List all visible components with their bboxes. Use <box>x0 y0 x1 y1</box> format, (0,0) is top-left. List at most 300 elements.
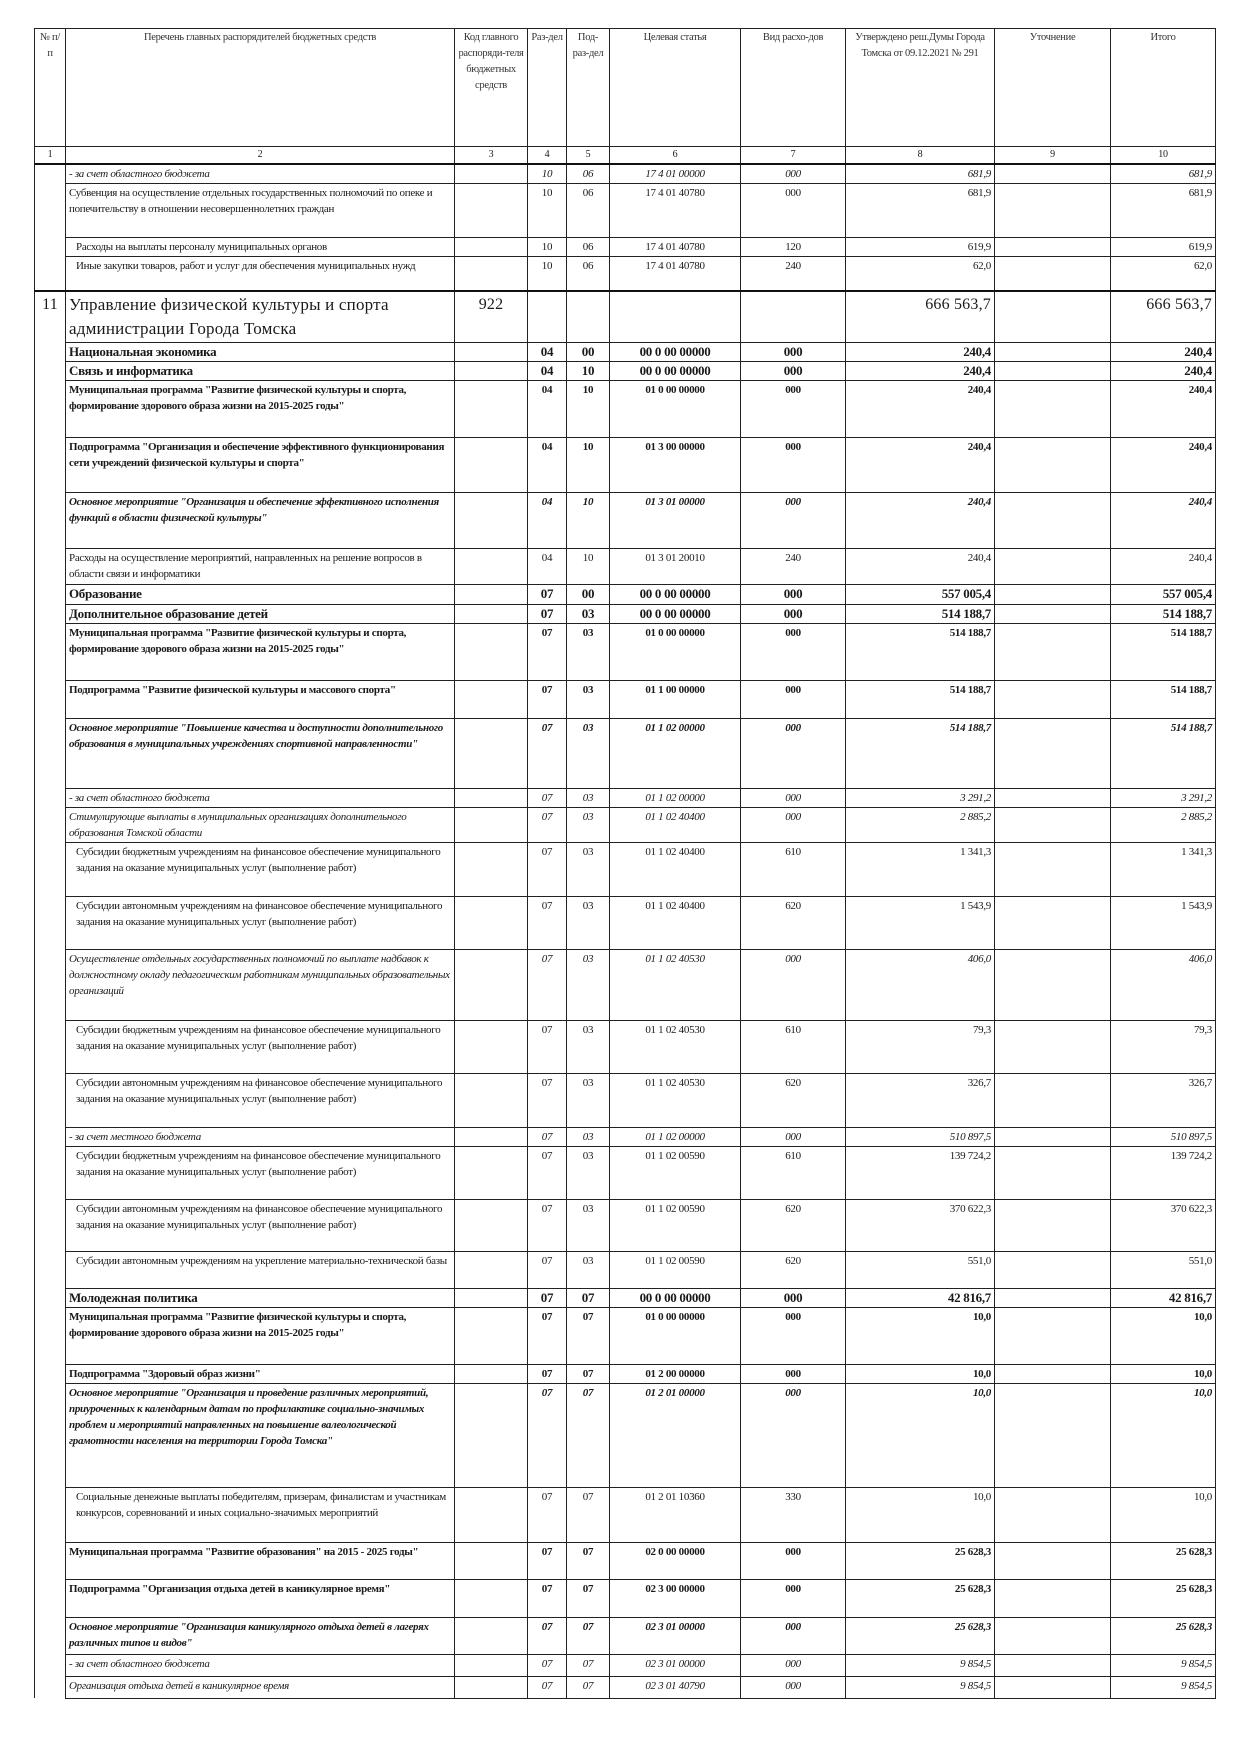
row-number <box>35 788 66 807</box>
table-row <box>35 949 1216 1020</box>
header-number: № п/п <box>35 29 66 147</box>
row-expense-type: 000 <box>741 1383 846 1487</box>
table-row <box>35 1251 1216 1288</box>
header-subsection: Под-раз-дел <box>567 29 610 147</box>
row-approved: 10,0 <box>846 1307 995 1364</box>
row-clarification <box>995 492 1111 548</box>
row-code <box>455 1579 528 1617</box>
row-clarification <box>995 1307 1111 1364</box>
row-total: 9 854,5 <box>1111 1676 1216 1698</box>
row-code <box>455 1542 528 1579</box>
row-target-article: 17 4 01 40780 <box>610 184 741 238</box>
row-section: 07 <box>528 1487 567 1542</box>
row-name: Муниципальная программа "Развитие физической культуры и спорта, формирование здорового образа жизни на 2015-2025 годы" <box>66 380 455 437</box>
row-expense-type: 610 <box>741 1020 846 1073</box>
row-total: 1 341,3 <box>1111 842 1216 896</box>
row-code <box>455 718 528 788</box>
row-expense-type: 000 <box>741 380 846 437</box>
row-section: 07 <box>528 896 567 949</box>
row-number <box>35 1127 66 1146</box>
row-number <box>35 548 66 584</box>
row-approved: 619,9 <box>846 238 995 257</box>
row-subsection: 03 <box>567 680 610 718</box>
row-approved: 514 188,7 <box>846 718 995 788</box>
row-target-article <box>610 291 741 343</box>
row-section: 07 <box>528 1307 567 1364</box>
row-clarification <box>995 807 1111 842</box>
column-number: 10 <box>1111 147 1216 165</box>
row-total: 2 885,2 <box>1111 807 1216 842</box>
table-row <box>35 342 1216 361</box>
row-number <box>35 1676 66 1698</box>
row-clarification <box>995 1676 1111 1698</box>
row-section: 07 <box>528 604 567 623</box>
row-clarification <box>995 257 1111 291</box>
row-name: Субсидии бюджетным учреждениям на финансовое обеспечение муниципального задания на оказание муниципальных услуг (выполнение работ) <box>66 1146 455 1199</box>
row-clarification <box>995 548 1111 584</box>
row-name: Подпрограмма "Развитие физической культуры и массового спорта" <box>66 680 455 718</box>
row-name: Иные закупки товаров, работ и услуг для обеспечения муниципальных нужд <box>66 257 455 291</box>
row-section: 07 <box>528 1199 567 1251</box>
row-section: 07 <box>528 1251 567 1288</box>
row-total: 25 628,3 <box>1111 1579 1216 1617</box>
row-approved: 1 543,9 <box>846 896 995 949</box>
row-name: - за счет областного бюджета <box>66 788 455 807</box>
row-approved: 514 188,7 <box>846 680 995 718</box>
row-total: 1 543,9 <box>1111 896 1216 949</box>
column-number: 7 <box>741 147 846 165</box>
row-clarification <box>995 1199 1111 1251</box>
row-approved: 326,7 <box>846 1073 995 1127</box>
row-subsection: 07 <box>567 1383 610 1487</box>
row-subsection: 07 <box>567 1617 610 1654</box>
row-number <box>35 1307 66 1364</box>
row-target-article: 01 3 01 20010 <box>610 548 741 584</box>
row-target-article: 01 0 00 00000 <box>610 380 741 437</box>
row-target-article: 00 0 00 00000 <box>610 1288 741 1307</box>
row-subsection: 03 <box>567 604 610 623</box>
row-name: Стимулирующие выплаты в муниципальных организациях дополнительного образования Томской области <box>66 807 455 842</box>
table-row <box>35 361 1216 380</box>
row-number: 11 <box>35 291 66 343</box>
header-approved: Утверждено реш.Думы Города Томска от 09.12.2021 № 291 <box>846 29 995 147</box>
row-total: 681,9 <box>1111 184 1216 238</box>
row-approved: 9 854,5 <box>846 1654 995 1676</box>
row-number <box>35 680 66 718</box>
row-number <box>35 623 66 680</box>
row-name: Национальная экономика <box>66 342 455 361</box>
row-approved: 406,0 <box>846 949 995 1020</box>
row-number <box>35 342 66 361</box>
row-name: - за счет местного бюджета <box>66 1127 455 1146</box>
row-target-article: 00 0 00 00000 <box>610 584 741 604</box>
table-row <box>35 680 1216 718</box>
row-expense-type: 000 <box>741 1288 846 1307</box>
row-section: 10 <box>528 257 567 291</box>
row-number <box>35 1073 66 1127</box>
row-target-article: 01 0 00 00000 <box>610 1307 741 1364</box>
row-name: Расходы на осуществление мероприятий, направленных на решение вопросов в области связи и информатики <box>66 548 455 584</box>
row-total: 62,0 <box>1111 257 1216 291</box>
row-section: 07 <box>528 1127 567 1146</box>
row-expense-type: 000 <box>741 1307 846 1364</box>
row-total: 619,9 <box>1111 238 1216 257</box>
row-expense-type: 000 <box>741 1654 846 1676</box>
row-code <box>455 1288 528 1307</box>
row-expense-type: 000 <box>741 623 846 680</box>
row-expense-type: 620 <box>741 1199 846 1251</box>
row-code <box>455 604 528 623</box>
row-number <box>35 1364 66 1383</box>
row-target-article: 01 1 02 40400 <box>610 807 741 842</box>
row-expense-type: 000 <box>741 164 846 184</box>
row-code <box>455 492 528 548</box>
row-clarification <box>995 1251 1111 1288</box>
column-number: 4 <box>528 147 567 165</box>
row-total: 25 628,3 <box>1111 1617 1216 1654</box>
row-section: 07 <box>528 1542 567 1579</box>
row-target-article: 01 1 02 00590 <box>610 1251 741 1288</box>
table-row <box>35 380 1216 437</box>
row-approved: 42 816,7 <box>846 1288 995 1307</box>
row-approved: 139 724,2 <box>846 1146 995 1199</box>
table-row <box>35 1654 1216 1676</box>
row-section: 07 <box>528 718 567 788</box>
row-expense-type: 000 <box>741 1676 846 1698</box>
row-number <box>35 1579 66 1617</box>
row-code <box>455 380 528 437</box>
row-target-article: 01 3 01 00000 <box>610 492 741 548</box>
row-clarification <box>995 1073 1111 1127</box>
row-section <box>528 291 567 343</box>
row-approved: 10,0 <box>846 1383 995 1487</box>
row-number <box>35 257 66 291</box>
row-subsection: 10 <box>567 492 610 548</box>
row-approved: 62,0 <box>846 257 995 291</box>
row-approved: 2 885,2 <box>846 807 995 842</box>
table-row <box>35 1020 1216 1073</box>
column-number: 1 <box>35 147 66 165</box>
row-clarification <box>995 1579 1111 1617</box>
row-expense-type <box>741 291 846 343</box>
row-name: Основное мероприятие "Организация и проведение различных мероприятий, приуроченных к календарным датам по профилактике социально-значимых проблем и мероприятий направленных на повышение валеологической грамотности населения на территории Города Томска" <box>66 1383 455 1487</box>
row-target-article: 01 1 02 40530 <box>610 949 741 1020</box>
row-approved: 514 188,7 <box>846 623 995 680</box>
table-row <box>35 492 1216 548</box>
row-name: Дополнительное образование детей <box>66 604 455 623</box>
row-target-article: 01 1 02 00000 <box>610 718 741 788</box>
row-subsection: 06 <box>567 238 610 257</box>
row-section: 07 <box>528 1617 567 1654</box>
row-total: 551,0 <box>1111 1251 1216 1288</box>
row-clarification <box>995 1146 1111 1199</box>
row-section: 07 <box>528 680 567 718</box>
row-target-article: 01 3 00 00000 <box>610 437 741 492</box>
row-approved: 551,0 <box>846 1251 995 1288</box>
table-row <box>35 164 1216 184</box>
row-target-article: 17 4 01 40780 <box>610 257 741 291</box>
row-code <box>455 257 528 291</box>
row-code <box>455 584 528 604</box>
row-clarification <box>995 291 1111 343</box>
row-clarification <box>995 1020 1111 1073</box>
row-expense-type: 000 <box>741 807 846 842</box>
row-approved: 240,4 <box>846 361 995 380</box>
table-row <box>35 1617 1216 1654</box>
row-subsection: 10 <box>567 361 610 380</box>
table-row <box>35 291 1216 343</box>
row-subsection: 06 <box>567 184 610 238</box>
row-clarification <box>995 680 1111 718</box>
row-approved: 10,0 <box>846 1487 995 1542</box>
row-approved: 240,4 <box>846 548 995 584</box>
row-code <box>455 361 528 380</box>
row-target-article: 01 1 02 40530 <box>610 1073 741 1127</box>
table-row <box>35 1146 1216 1199</box>
row-name: Социальные денежные выплаты победителям, призерам, финалистам и участникам конкурсов, соревнований и иных социально-значимых мероприятий <box>66 1487 455 1542</box>
row-subsection: 10 <box>567 437 610 492</box>
row-name: Подпрограмма "Организация и обеспечение эффективного функционирования сети учреждений физической культуры и спорта" <box>66 437 455 492</box>
row-clarification <box>995 380 1111 437</box>
row-code <box>455 842 528 896</box>
row-clarification <box>995 623 1111 680</box>
header-row <box>35 29 1216 147</box>
row-approved: 25 628,3 <box>846 1579 995 1617</box>
row-name: Осуществление отдельных государственных полномочий по выплате надбавок к должностному окладу педагогическим работникам муниципальных образовательных организаций <box>66 949 455 1020</box>
row-section: 04 <box>528 548 567 584</box>
row-total: 557 005,4 <box>1111 584 1216 604</box>
row-section: 07 <box>528 1146 567 1199</box>
row-subsection: 07 <box>567 1542 610 1579</box>
row-approved: 240,4 <box>846 342 995 361</box>
table-row <box>35 584 1216 604</box>
row-target-article: 17 4 01 40780 <box>610 238 741 257</box>
row-code: 922 <box>455 291 528 343</box>
table-row <box>35 623 1216 680</box>
row-clarification <box>995 1127 1111 1146</box>
row-expense-type: 000 <box>741 718 846 788</box>
header-code: Код главного распоряди-теля бюджетных средств <box>455 29 528 147</box>
row-number <box>35 718 66 788</box>
row-name: Субсидии автономным учреждениям на финансовое обеспечение муниципального задания на оказание муниципальных услуг (выполнение работ) <box>66 1199 455 1251</box>
row-section: 07 <box>528 1654 567 1676</box>
row-expense-type: 240 <box>741 257 846 291</box>
row-number <box>35 896 66 949</box>
row-expense-type: 620 <box>741 896 846 949</box>
row-target-article: 02 3 01 00000 <box>610 1654 741 1676</box>
row-approved: 510 897,5 <box>846 1127 995 1146</box>
row-expense-type: 000 <box>741 361 846 380</box>
column-number: 3 <box>455 147 528 165</box>
row-subsection: 03 <box>567 1020 610 1073</box>
row-section: 07 <box>528 623 567 680</box>
row-name: Управление физической культуры и спорта администрации Города Томска <box>66 291 455 343</box>
row-name: Основное мероприятие "Организация и обеспечение эффективного исполнения функций в области физической культуры" <box>66 492 455 548</box>
table-row <box>35 1364 1216 1383</box>
row-subsection: 03 <box>567 1146 610 1199</box>
row-subsection: 07 <box>567 1676 610 1698</box>
row-name: Субсидии автономным учреждениям на финансовое обеспечение муниципального задания на оказание муниципальных услуг (выполнение работ) <box>66 896 455 949</box>
row-target-article: 01 1 02 00590 <box>610 1146 741 1199</box>
row-target-article: 01 2 01 10360 <box>610 1487 741 1542</box>
row-section: 07 <box>528 1073 567 1127</box>
row-number <box>35 1146 66 1199</box>
row-name: - за счет областного бюджета <box>66 164 455 184</box>
row-total: 326,7 <box>1111 1073 1216 1127</box>
table-row <box>35 807 1216 842</box>
budget-table <box>34 28 1216 1699</box>
row-subsection: 06 <box>567 257 610 291</box>
table-row <box>35 257 1216 291</box>
row-expense-type: 000 <box>741 1579 846 1617</box>
row-section: 07 <box>528 1383 567 1487</box>
row-target-article: 00 0 00 00000 <box>610 342 741 361</box>
row-name: Муниципальная программа "Развитие физической культуры и спорта, формирование здорового образа жизни на 2015-2025 годы" <box>66 623 455 680</box>
row-target-article: 02 3 01 00000 <box>610 1617 741 1654</box>
row-number <box>35 437 66 492</box>
row-expense-type: 000 <box>741 1617 846 1654</box>
header-clarification: Уточнение <box>995 29 1111 147</box>
row-subsection: 03 <box>567 1073 610 1127</box>
row-expense-type: 120 <box>741 238 846 257</box>
row-target-article: 01 1 02 40530 <box>610 1020 741 1073</box>
row-clarification <box>995 788 1111 807</box>
table-row <box>35 548 1216 584</box>
header-target-article: Целевая статья <box>610 29 741 147</box>
row-subsection: 10 <box>567 380 610 437</box>
row-number <box>35 1288 66 1307</box>
row-clarification <box>995 1542 1111 1579</box>
row-section: 07 <box>528 842 567 896</box>
row-subsection: 03 <box>567 842 610 896</box>
row-name: Муниципальная программа "Развитие физической культуры и спорта, формирование здорового образа жизни на 2015-2025 годы" <box>66 1307 455 1364</box>
row-expense-type: 610 <box>741 842 846 896</box>
table-row <box>35 1127 1216 1146</box>
row-total: 240,4 <box>1111 361 1216 380</box>
row-expense-type: 000 <box>741 584 846 604</box>
row-subsection: 07 <box>567 1307 610 1364</box>
row-clarification <box>995 896 1111 949</box>
row-name: Основное мероприятие "Повышение качества и доступности дополнительного образования в муниципальных учреждениях спортивной направленности" <box>66 718 455 788</box>
table-row <box>35 718 1216 788</box>
row-clarification <box>995 1487 1111 1542</box>
row-name: Субвенция на осуществление отдельных государственных полномочий по опеке и попечительству в отношении несовершеннолетних граждан <box>66 184 455 238</box>
row-subsection: 03 <box>567 623 610 680</box>
row-code <box>455 788 528 807</box>
row-total: 240,4 <box>1111 548 1216 584</box>
row-total: 25 628,3 <box>1111 1542 1216 1579</box>
row-clarification <box>995 1364 1111 1383</box>
row-section: 07 <box>528 1288 567 1307</box>
row-subsection: 03 <box>567 1199 610 1251</box>
row-code <box>455 238 528 257</box>
row-clarification <box>995 842 1111 896</box>
row-total: 42 816,7 <box>1111 1288 1216 1307</box>
row-target-article: 01 2 01 00000 <box>610 1383 741 1487</box>
row-clarification <box>995 437 1111 492</box>
row-number <box>35 164 66 184</box>
row-section: 07 <box>528 1579 567 1617</box>
row-total: 79,3 <box>1111 1020 1216 1073</box>
row-code <box>455 1199 528 1251</box>
row-approved: 557 005,4 <box>846 584 995 604</box>
table-row <box>35 238 1216 257</box>
header-expense-type: Вид расхо-дов <box>741 29 846 147</box>
table-row <box>35 184 1216 238</box>
row-approved: 9 854,5 <box>846 1676 995 1698</box>
row-code <box>455 548 528 584</box>
row-approved: 79,3 <box>846 1020 995 1073</box>
row-expense-type: 620 <box>741 1073 846 1127</box>
row-number <box>35 842 66 896</box>
row-section: 07 <box>528 1364 567 1383</box>
row-clarification <box>995 584 1111 604</box>
row-total: 406,0 <box>1111 949 1216 1020</box>
row-target-article: 00 0 00 00000 <box>610 361 741 380</box>
row-subsection: 03 <box>567 949 610 1020</box>
row-approved: 681,9 <box>846 164 995 184</box>
row-section: 10 <box>528 184 567 238</box>
table-row <box>35 1383 1216 1487</box>
row-total: 139 724,2 <box>1111 1146 1216 1199</box>
row-number <box>35 1617 66 1654</box>
row-section: 07 <box>528 807 567 842</box>
table-row <box>35 1676 1216 1698</box>
row-code <box>455 1617 528 1654</box>
row-total: 514 188,7 <box>1111 718 1216 788</box>
table-row <box>35 437 1216 492</box>
row-code <box>455 1307 528 1364</box>
row-target-article: 01 1 00 00000 <box>610 680 741 718</box>
row-number <box>35 1020 66 1073</box>
row-total: 240,4 <box>1111 437 1216 492</box>
row-code <box>455 1073 528 1127</box>
row-name: Расходы на выплаты персоналу муниципальных органов <box>66 238 455 257</box>
row-section: 07 <box>528 788 567 807</box>
row-name: Образование <box>66 584 455 604</box>
row-code <box>455 164 528 184</box>
table-row <box>35 1487 1216 1542</box>
column-number: 9 <box>995 147 1111 165</box>
row-expense-type: 000 <box>741 184 846 238</box>
row-clarification <box>995 164 1111 184</box>
row-subsection: 03 <box>567 1127 610 1146</box>
row-approved: 370 622,3 <box>846 1199 995 1251</box>
row-clarification <box>995 184 1111 238</box>
row-total: 514 188,7 <box>1111 680 1216 718</box>
row-target-article: 01 0 00 00000 <box>610 623 741 680</box>
table-row <box>35 604 1216 623</box>
row-subsection: 07 <box>567 1579 610 1617</box>
row-code <box>455 1383 528 1487</box>
row-section: 07 <box>528 1676 567 1698</box>
row-approved: 3 291,2 <box>846 788 995 807</box>
row-approved: 25 628,3 <box>846 1542 995 1579</box>
table-row <box>35 1307 1216 1364</box>
row-number <box>35 1542 66 1579</box>
column-numbers-row <box>35 147 1216 165</box>
row-total: 514 188,7 <box>1111 604 1216 623</box>
row-approved: 240,4 <box>846 492 995 548</box>
row-code <box>455 896 528 949</box>
row-total: 510 897,5 <box>1111 1127 1216 1146</box>
row-code <box>455 1676 528 1698</box>
row-target-article: 02 3 01 40790 <box>610 1676 741 1698</box>
row-section: 04 <box>528 380 567 437</box>
row-expense-type: 000 <box>741 788 846 807</box>
row-approved: 240,4 <box>846 437 995 492</box>
row-target-article: 00 0 00 00000 <box>610 604 741 623</box>
